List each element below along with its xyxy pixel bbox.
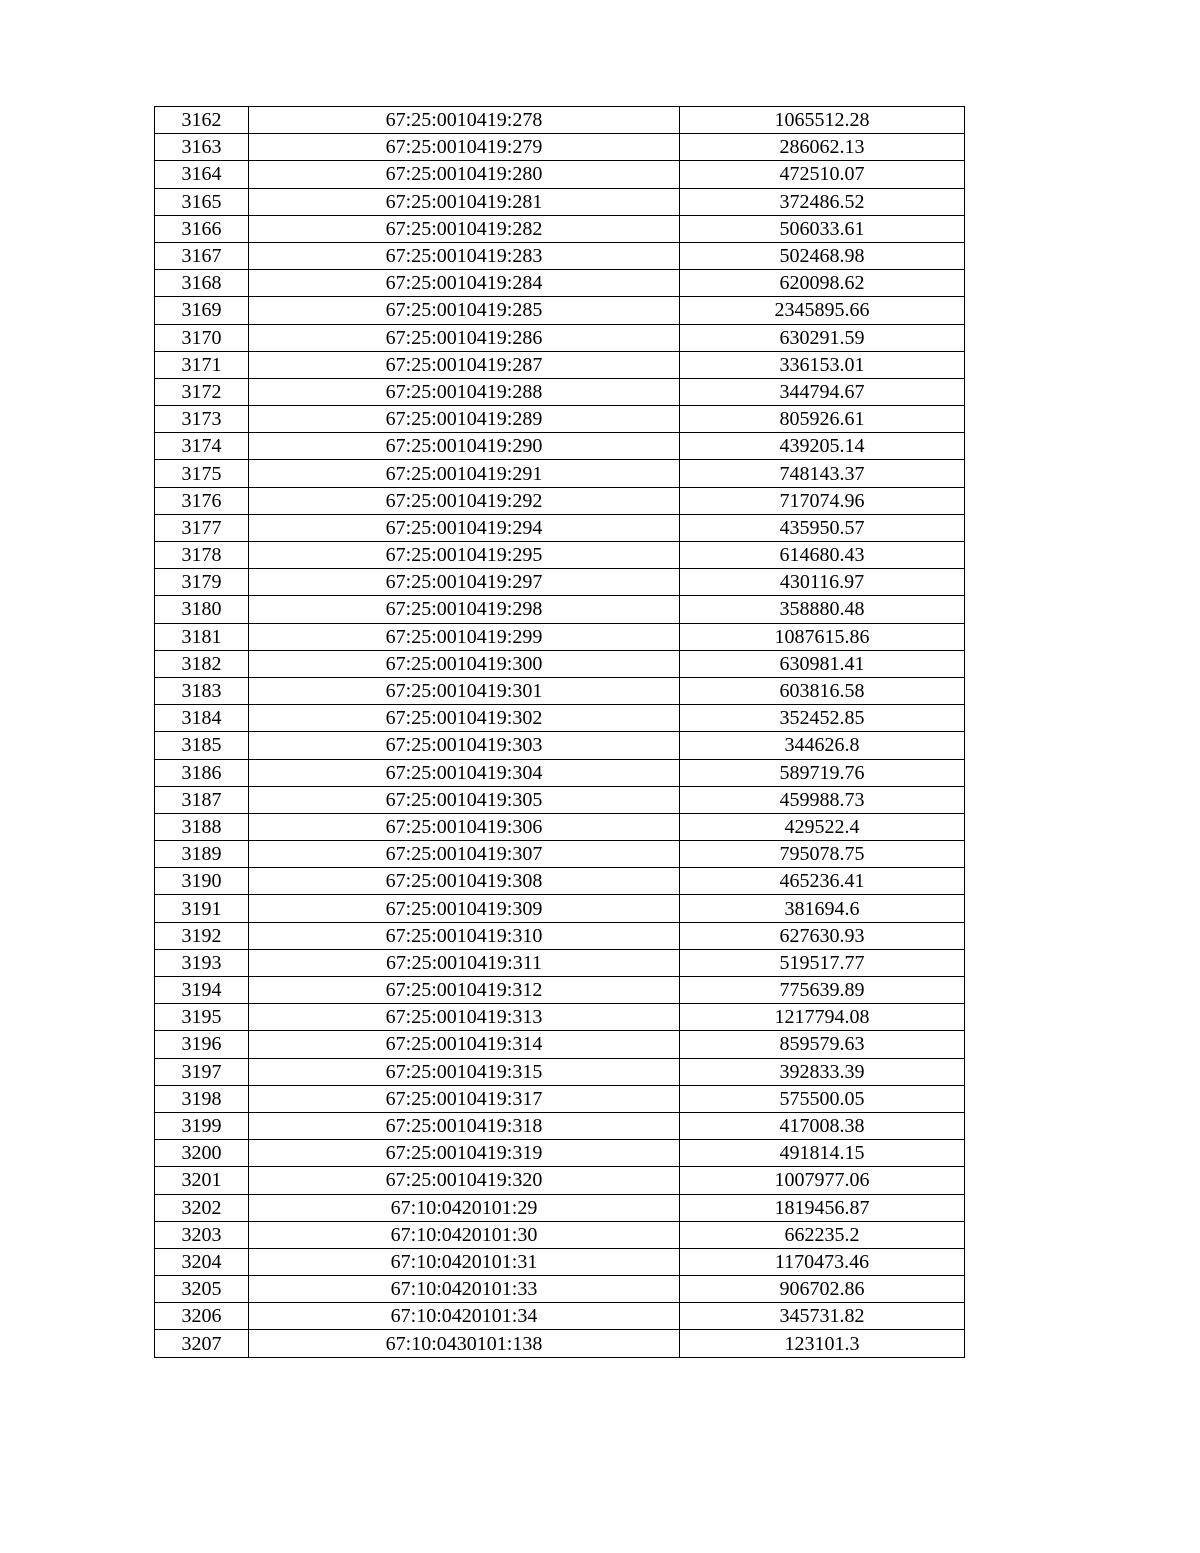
row-number-cell: 3201 [155, 1167, 249, 1194]
value-cell: 1217794.08 [680, 1004, 965, 1031]
value-cell: 472510.07 [680, 161, 965, 188]
table-body [155, 107, 965, 1358]
table-row [155, 406, 965, 433]
cadastral-number-cell: 67:25:0010419:295 [249, 542, 680, 569]
table-row [155, 188, 965, 215]
row-number-cell: 3199 [155, 1112, 249, 1139]
row-number-cell: 3185 [155, 732, 249, 759]
value-cell: 372486.52 [680, 188, 965, 215]
cadastral-number-cell: 67:25:0010419:284 [249, 270, 680, 297]
row-number-cell: 3162 [155, 107, 249, 134]
value-cell: 502468.98 [680, 242, 965, 269]
row-number-cell: 3171 [155, 351, 249, 378]
value-cell: 662235.2 [680, 1221, 965, 1248]
value-cell: 430116.97 [680, 569, 965, 596]
table-row [155, 1194, 965, 1221]
cadastral-number-cell: 67:25:0010419:308 [249, 868, 680, 895]
table-row [155, 868, 965, 895]
value-cell: 1819456.87 [680, 1194, 965, 1221]
value-cell: 575500.05 [680, 1085, 965, 1112]
cadastral-number-cell: 67:25:0010419:302 [249, 705, 680, 732]
data-table [154, 106, 965, 1358]
table-row [155, 1004, 965, 1031]
table-row [155, 1330, 965, 1357]
table-row [155, 732, 965, 759]
cadastral-number-cell: 67:25:0010419:301 [249, 677, 680, 704]
table-row [155, 134, 965, 161]
cadastral-number-cell: 67:25:0010419:286 [249, 324, 680, 351]
row-number-cell: 3195 [155, 1004, 249, 1031]
cadastral-number-cell: 67:25:0010419:297 [249, 569, 680, 596]
row-number-cell: 3168 [155, 270, 249, 297]
table-row [155, 949, 965, 976]
cadastral-number-cell: 67:10:0420101:34 [249, 1303, 680, 1330]
table-row [155, 433, 965, 460]
value-cell: 795078.75 [680, 841, 965, 868]
value-cell: 345731.82 [680, 1303, 965, 1330]
value-cell: 614680.43 [680, 542, 965, 569]
row-number-cell: 3174 [155, 433, 249, 460]
value-cell: 344794.67 [680, 378, 965, 405]
value-cell: 465236.41 [680, 868, 965, 895]
cadastral-number-cell: 67:25:0010419:299 [249, 623, 680, 650]
cadastral-number-cell: 67:25:0010419:304 [249, 759, 680, 786]
table-row [155, 977, 965, 1004]
value-cell: 344626.8 [680, 732, 965, 759]
value-cell: 627630.93 [680, 922, 965, 949]
value-cell: 859579.63 [680, 1031, 965, 1058]
row-number-cell: 3169 [155, 297, 249, 324]
value-cell: 906702.86 [680, 1276, 965, 1303]
cadastral-number-cell: 67:25:0010419:290 [249, 433, 680, 460]
value-cell: 435950.57 [680, 514, 965, 541]
row-number-cell: 3197 [155, 1058, 249, 1085]
value-cell: 1065512.28 [680, 107, 965, 134]
table-row [155, 596, 965, 623]
cadastral-number-cell: 67:25:0010419:283 [249, 242, 680, 269]
cadastral-number-cell: 67:10:0430101:138 [249, 1330, 680, 1357]
value-cell: 589719.76 [680, 759, 965, 786]
value-cell: 392833.39 [680, 1058, 965, 1085]
cadastral-number-cell: 67:25:0010419:305 [249, 786, 680, 813]
row-number-cell: 3175 [155, 460, 249, 487]
value-cell: 358880.48 [680, 596, 965, 623]
cadastral-number-cell: 67:25:0010419:294 [249, 514, 680, 541]
cadastral-number-cell: 67:25:0010419:287 [249, 351, 680, 378]
row-number-cell: 3207 [155, 1330, 249, 1357]
table-row [155, 270, 965, 297]
value-cell: 429522.4 [680, 813, 965, 840]
table-row [155, 1276, 965, 1303]
cadastral-number-cell: 67:25:0010419:282 [249, 215, 680, 242]
cadastral-number-cell: 67:25:0010419:318 [249, 1112, 680, 1139]
value-cell: 630981.41 [680, 650, 965, 677]
cadastral-number-cell: 67:25:0010419:288 [249, 378, 680, 405]
row-number-cell: 3188 [155, 813, 249, 840]
value-cell: 805926.61 [680, 406, 965, 433]
value-cell: 336153.01 [680, 351, 965, 378]
table-row [155, 1085, 965, 1112]
cadastral-number-cell: 67:25:0010419:309 [249, 895, 680, 922]
table-row [155, 1112, 965, 1139]
cadastral-number-cell: 67:25:0010419:310 [249, 922, 680, 949]
value-cell: 439205.14 [680, 433, 965, 460]
cadastral-number-cell: 67:25:0010419:281 [249, 188, 680, 215]
cadastral-number-cell: 67:25:0010419:285 [249, 297, 680, 324]
value-cell: 286062.13 [680, 134, 965, 161]
table-row [155, 460, 965, 487]
table-row [155, 161, 965, 188]
value-cell: 1170473.46 [680, 1248, 965, 1275]
cadastral-number-cell: 67:25:0010419:292 [249, 487, 680, 514]
row-number-cell: 3181 [155, 623, 249, 650]
value-cell: 748143.37 [680, 460, 965, 487]
value-cell: 1087615.86 [680, 623, 965, 650]
cadastral-number-cell: 67:10:0420101:31 [249, 1248, 680, 1275]
row-number-cell: 3190 [155, 868, 249, 895]
row-number-cell: 3192 [155, 922, 249, 949]
table-row [155, 1248, 965, 1275]
row-number-cell: 3196 [155, 1031, 249, 1058]
table-row [155, 215, 965, 242]
row-number-cell: 3194 [155, 977, 249, 1004]
row-number-cell: 3200 [155, 1140, 249, 1167]
table-row [155, 786, 965, 813]
table-row [155, 677, 965, 704]
row-number-cell: 3166 [155, 215, 249, 242]
value-cell: 123101.3 [680, 1330, 965, 1357]
row-number-cell: 3182 [155, 650, 249, 677]
cadastral-number-cell: 67:25:0010419:317 [249, 1085, 680, 1112]
table-row [155, 1058, 965, 1085]
table-row [155, 487, 965, 514]
cadastral-number-cell: 67:25:0010419:291 [249, 460, 680, 487]
value-cell: 352452.85 [680, 705, 965, 732]
row-number-cell: 3204 [155, 1248, 249, 1275]
value-cell: 417008.38 [680, 1112, 965, 1139]
row-number-cell: 3172 [155, 378, 249, 405]
cadastral-number-cell: 67:25:0010419:313 [249, 1004, 680, 1031]
cadastral-number-cell: 67:10:0420101:33 [249, 1276, 680, 1303]
table-row [155, 107, 965, 134]
cadastral-number-cell: 67:25:0010419:307 [249, 841, 680, 868]
value-cell: 459988.73 [680, 786, 965, 813]
table-row [155, 242, 965, 269]
value-cell: 1007977.06 [680, 1167, 965, 1194]
row-number-cell: 3164 [155, 161, 249, 188]
row-number-cell: 3167 [155, 242, 249, 269]
row-number-cell: 3165 [155, 188, 249, 215]
cadastral-number-cell: 67:25:0010419:320 [249, 1167, 680, 1194]
cadastral-number-cell: 67:25:0010419:314 [249, 1031, 680, 1058]
row-number-cell: 3206 [155, 1303, 249, 1330]
row-number-cell: 3205 [155, 1276, 249, 1303]
table-row [155, 623, 965, 650]
value-cell: 603816.58 [680, 677, 965, 704]
table-row [155, 569, 965, 596]
row-number-cell: 3203 [155, 1221, 249, 1248]
table-row [155, 705, 965, 732]
row-number-cell: 3191 [155, 895, 249, 922]
cadastral-number-cell: 67:25:0010419:298 [249, 596, 680, 623]
value-cell: 2345895.66 [680, 297, 965, 324]
table-row [155, 813, 965, 840]
value-cell: 717074.96 [680, 487, 965, 514]
table-row [155, 1303, 965, 1330]
table-row [155, 514, 965, 541]
row-number-cell: 3189 [155, 841, 249, 868]
cadastral-number-cell: 67:25:0010419:303 [249, 732, 680, 759]
cadastral-number-cell: 67:25:0010419:300 [249, 650, 680, 677]
table-row [155, 351, 965, 378]
row-number-cell: 3183 [155, 677, 249, 704]
value-cell: 620098.62 [680, 270, 965, 297]
row-number-cell: 3178 [155, 542, 249, 569]
row-number-cell: 3180 [155, 596, 249, 623]
row-number-cell: 3187 [155, 786, 249, 813]
cadastral-number-cell: 67:25:0010419:319 [249, 1140, 680, 1167]
table-row [155, 1221, 965, 1248]
cadastral-number-cell: 67:25:0010419:312 [249, 977, 680, 1004]
value-cell: 491814.15 [680, 1140, 965, 1167]
table-row [155, 542, 965, 569]
row-number-cell: 3176 [155, 487, 249, 514]
cadastral-number-cell: 67:10:0420101:30 [249, 1221, 680, 1248]
table-row [155, 922, 965, 949]
table-row [155, 841, 965, 868]
row-number-cell: 3170 [155, 324, 249, 351]
value-cell: 775639.89 [680, 977, 965, 1004]
table-row [155, 1167, 965, 1194]
cadastral-number-cell: 67:25:0010419:278 [249, 107, 680, 134]
row-number-cell: 3163 [155, 134, 249, 161]
row-number-cell: 3177 [155, 514, 249, 541]
table-row [155, 650, 965, 677]
row-number-cell: 3193 [155, 949, 249, 976]
table-row [155, 324, 965, 351]
row-number-cell: 3202 [155, 1194, 249, 1221]
value-cell: 519517.77 [680, 949, 965, 976]
cadastral-number-cell: 67:10:0420101:29 [249, 1194, 680, 1221]
table-row [155, 378, 965, 405]
cadastral-number-cell: 67:25:0010419:280 [249, 161, 680, 188]
table-row [155, 297, 965, 324]
row-number-cell: 3184 [155, 705, 249, 732]
cadastral-number-cell: 67:25:0010419:315 [249, 1058, 680, 1085]
row-number-cell: 3179 [155, 569, 249, 596]
cadastral-number-cell: 67:25:0010419:306 [249, 813, 680, 840]
row-number-cell: 3186 [155, 759, 249, 786]
row-number-cell: 3198 [155, 1085, 249, 1112]
table-row [155, 759, 965, 786]
cadastral-number-cell: 67:25:0010419:311 [249, 949, 680, 976]
row-number-cell: 3173 [155, 406, 249, 433]
value-cell: 506033.61 [680, 215, 965, 242]
cadastral-number-cell: 67:25:0010419:289 [249, 406, 680, 433]
table-row [155, 1140, 965, 1167]
table-row [155, 895, 965, 922]
value-cell: 630291.59 [680, 324, 965, 351]
table-row [155, 1031, 965, 1058]
cadastral-number-cell: 67:25:0010419:279 [249, 134, 680, 161]
value-cell: 381694.6 [680, 895, 965, 922]
